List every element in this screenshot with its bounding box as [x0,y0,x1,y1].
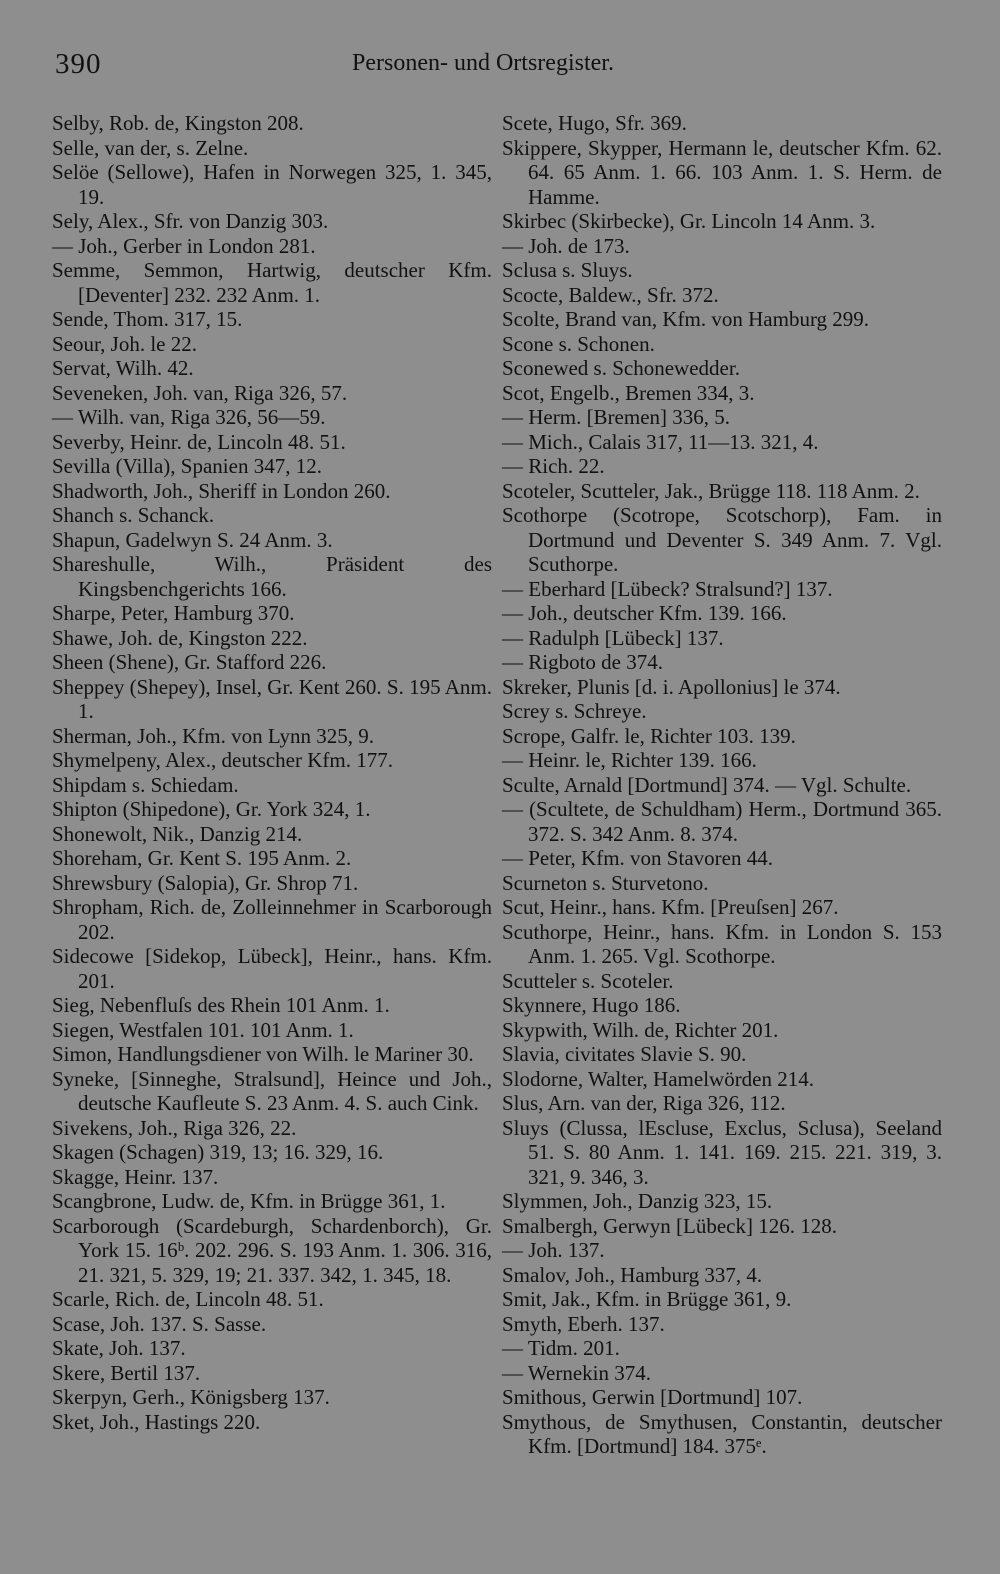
left-column [52,111,492,1434]
index-entry: Smyth, Eberh. 137. [502,1311,665,1336]
index-entry: Skypwith, Wilh. de, Richter 201. [502,1017,779,1042]
index-entry: Skreker, Plunis [d. i. Apollonius] le 374. [502,674,841,699]
index-entry: Scone s. Schonen. [502,331,655,356]
index-entry: Smit, Jak., Kfm. in Brügge 361, 9. [502,1287,792,1311]
index-entry: Sheppey (Shepey), Insel, Gr. Kent 260. S. 195 Anm. 1. [52,674,492,723]
index-entry: Skagen (Schagen) 319, 13; 16. 329, 16. [52,1140,384,1164]
index-entry: Shapun, Gadelwyn S. 24 Anm. 3. [52,527,333,552]
index-entry: — Rich. 22. [502,454,605,478]
index-entry: Sluys (Clussa, lEscluse, Exclus, Sclusa), Seeland 51. S. 80 Anm. 1. 141. 169. 215. 221. 319, 3. 321, 9. 346, 3. [502,1115,942,1189]
index-entry: Slymmen, Joh., Danzig 323, 15. [502,1189,773,1213]
index-entry: Selby, Rob. de, Kingston 208. [52,111,304,135]
index-entry: Siegen, Westfalen 101. 101 Anm. 1. [52,1017,354,1042]
index-entry: Smithous, Gerwin [Dortmund] 107. [502,1385,803,1409]
index-entry: Seveneken, Joh. van, Riga 326, 57. [52,380,348,405]
right-column [502,111,942,1459]
index-entry: Servat, Wilh. 42. [52,356,194,380]
index-entry: Sieg, Nebenfluſs des Rhein 101 Anm. 1. [52,993,390,1017]
index-entry: Skynnere, Hugo 186. [502,993,681,1017]
index-entry: Severby, Heinr. de, Lincoln 48. 51. [52,429,346,454]
index-entry: Sidecowe [Sidekop, Lübeck], Heinr., hans. Kfm. 201. [52,944,492,993]
index-entry: Sharpe, Peter, Hamburg 370. [52,601,295,625]
index-entry: Shrewsbury (Salopia), Gr. Shrop 71. [52,870,359,895]
index-entry: Syneke, [Sinneghe, Stralsund], Heince und Joh., deutsche Kaufleute S. 23 Anm. 4. S. auch Cink. [52,1066,492,1115]
index-entry: Smythous, de Smythusen, Constantin, deutscher Kfm. [Dortmund] 184. 375ᵉ. [502,1409,942,1458]
index-entry: Shareshulle, Wilh., Präsident des Kingsbenchgerichts 166. [52,552,492,601]
index-entry: Scut, Heinr., hans. Kfm. [Preuſsen] 267. [502,895,839,919]
index-entry: Sclusa s. Sluys. [502,258,633,282]
index-entry: — Rigboto de 374. [502,650,663,674]
index-entry: — Tidm. 201. [502,1336,620,1360]
index-entry: Scutteler s. Scoteler. [502,968,674,993]
index-entry: Scolte, Brand van, Kfm. von Hamburg 299. [502,307,870,331]
index-entry: Scangbrone, Ludw. de, Kfm. in Brügge 361, 1. [52,1189,446,1213]
index-entry: — Herm. [Bremen] 336, 5. [502,405,731,429]
index-entry: Shawe, Joh. de, Kingston 222. [52,625,308,650]
index-entry: Sherman, Joh., Kfm. von Lynn 325, 9. [52,723,374,748]
index-entry: — Joh. de 173. [502,233,630,258]
index-entry: Shipton (Shipedone), Gr. York 324, 1. [52,797,371,821]
index-entry: Shropham, Rich. de, Zolleinnehmer in Scarborough 202. [52,895,492,944]
index-entry: — Heinr. le, Richter 139. 166. [502,748,757,772]
index-entry: Selöe (Sellowe), Hafen in Norwegen 325, 1. 345, 19. [52,160,492,209]
index-entry: — Joh., deutscher Kfm. 139. 166. [502,601,787,625]
index-entry: Smalbergh, Gerwyn [Lübeck] 126. 128. [502,1213,837,1238]
index-entry: Skate, Joh. 137. [52,1336,186,1360]
index-entry: Sely, Alex., Sfr. von Danzig 303. [52,209,329,233]
index-entry: Sivekens, Joh., Riga 326, 22. [52,1115,297,1140]
index-entry: — Joh. 137. [502,1238,605,1262]
index-entry: Scarle, Rich. de, Lincoln 48. 51. [52,1287,324,1311]
index-entry: Skippere, Skypper, Hermann le, deutscher Kfm. 62. 64. 65 Anm. 1. 66. 103 Anm. 1. S. Herm. de Hamme. [502,135,942,209]
running-title: Personen- und Ortsregister. [352,50,614,76]
index-entry: — (Scultete, de Schuldham) Herm., Dortmund 365. 372. S. 342 Anm. 8. 374. [502,797,942,846]
index-entry: Selle, van der, s. Zelne. [52,135,249,160]
index-entry: Scocte, Baldew., Sfr. 372. [502,282,719,307]
index-entry: — Radulph [Lübeck] 137. [502,625,724,650]
index-entry: Scuthorpe, Heinr., hans. Kfm. in London S. 153 Anm. 1. 265. Vgl. Scothorpe. [502,919,942,968]
index-entry: Sket, Joh., Hastings 220. [52,1409,261,1434]
index-entry: Scot, Engelb., Bremen 334, 3. [502,380,755,405]
index-entry: — Peter, Kfm. von Stavoren 44. [502,846,773,870]
index-entry: Shipdam s. Schiedam. [52,772,239,797]
index-entry: Skerpyn, Gerh., Königsberg 137. [52,1385,330,1409]
index-entry: Sconewed s. Schonewedder. [502,356,740,380]
index-entry: Slus, Arn. van der, Riga 326, 112. [502,1091,786,1115]
index-entry: Scarborough (Scardeburgh, Schardenborch), Gr. York 15. 16ᵇ. 202. 296. S. 193 Anm. 1. 306. 316, 21. 321, 5. 329, 19; 21. 337. 342, 1. 345, 18. [52,1213,492,1287]
index-entry: Slodorne, Walter, Hamelwörden 214. [502,1066,815,1091]
index-entry: Scothorpe (Scotrope, Scotschorp), Fam. in Dortmund und Deventer S. 349 Anm. 7. Vgl. Scuthorpe. [502,503,942,576]
index-entry: Scoteler, Scutteler, Jak., Brügge 118. 118 Anm. 2. [502,478,920,503]
index-entry: — Eberhard [Lübeck? Stralsund?] 137. [502,576,833,601]
index-entry: Smalov, Joh., Hamburg 337, 4. [502,1262,763,1287]
index-entry: Slavia, civitates Slavie S. 90. [502,1042,747,1066]
index-entry: Sheen (Shene), Gr. Stafford 226. [52,650,327,674]
index-entry: Shanch s. Schanck. [52,503,215,527]
index-entry: — Mich., Calais 317, 11—13. 321, 4. [502,429,819,454]
index-entry: — Joh., Gerber in London 281. [52,233,316,258]
index-entry: Simon, Handlungsdiener von Wilh. le Mariner 30. [52,1042,474,1066]
index-entry: Shadworth, Joh., Sheriff in London 260. [52,478,391,503]
index-entry: Skere, Bertil 137. [52,1360,201,1385]
index-entry: Shoreham, Gr. Kent S. 195 Anm. 2. [52,846,352,870]
index-entry: Scete, Hugo, Sfr. 369. [502,111,687,135]
index-entry: Semme, Semmon, Hartwig, deutscher Kfm. [Deventer] 232. 232 Anm. 1. [52,258,492,307]
index-entry: Skagge, Heinr. 137. [52,1164,219,1189]
index-entry: — Wernekin 374. [502,1360,651,1385]
page-number: 390 [55,48,102,80]
index-entry: Sevilla (Villa), Spanien 347, 12. [52,454,322,478]
index-entry: Sende, Thom. 317, 15. [52,307,243,331]
index-entry: Shonewolt, Nik., Danzig 214. [52,821,303,846]
index-entry: Scase, Joh. 137. S. Sasse. [52,1311,267,1336]
index-entry: Shymelpeny, Alex., deutscher Kfm. 177. [52,748,393,772]
index-entry: Scurneton s. Sturvetono. [502,870,709,895]
index-entry: Seour, Joh. le 22. [52,331,197,356]
index-entry: Scrope, Galfr. le, Richter 103. 139. [502,723,796,748]
index-entry: Skirbec (Skirbecke), Gr. Lincoln 14 Anm. 3. [502,209,876,233]
index-entry: Sculte, Arnald [Dortmund] 374. — Vgl. Schulte. [502,772,912,797]
index-entry: — Wilh. van, Riga 326, 56—59. [52,405,326,429]
index-entry: Screy s. Schreye. [502,699,647,723]
